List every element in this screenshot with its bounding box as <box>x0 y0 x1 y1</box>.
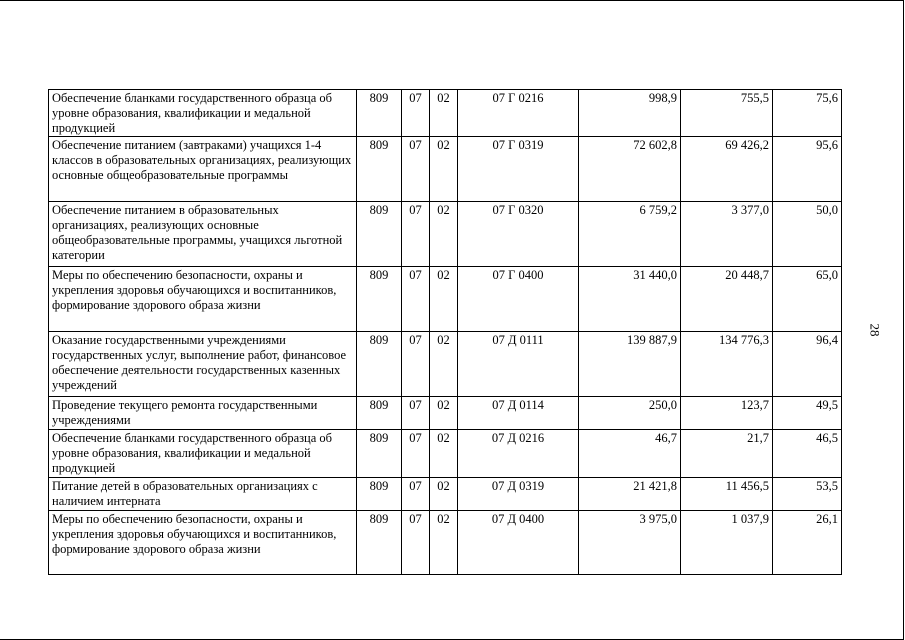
target-item-code: 07 Г 0216 <box>458 90 579 137</box>
target-item-code: 07 Д 0216 <box>458 430 579 478</box>
table-row <box>49 202 842 267</box>
subsection-code: 02 <box>430 332 458 397</box>
table-row <box>49 90 842 137</box>
fact-amount: 11 456,5 <box>681 478 773 511</box>
target-item-code: 07 Д 0400 <box>458 511 579 575</box>
fact-amount: 134 776,3 <box>681 332 773 397</box>
section-code: 07 <box>402 90 430 137</box>
fact-amount: 69 426,2 <box>681 137 773 202</box>
table-row <box>49 137 842 202</box>
dept-code: 809 <box>357 267 402 332</box>
table-row <box>49 511 842 575</box>
dept-code: 809 <box>357 137 402 202</box>
percent-executed: 53,5 <box>773 478 842 511</box>
item-name: Питание детей в образовательных организациях с наличием интерната <box>49 478 357 511</box>
percent-executed: 75,6 <box>773 90 842 137</box>
plan-amount: 46,7 <box>579 430 681 478</box>
section-code: 07 <box>402 137 430 202</box>
item-name: Проведение текущего ремонта государственными учреждениями <box>49 397 357 430</box>
subsection-code: 02 <box>430 511 458 575</box>
subsection-code: 02 <box>430 202 458 267</box>
fact-amount: 1 037,9 <box>681 511 773 575</box>
percent-executed: 96,4 <box>773 332 842 397</box>
table-row <box>49 430 842 478</box>
subsection-code: 02 <box>430 397 458 430</box>
subsection-code: 02 <box>430 430 458 478</box>
plan-amount: 250,0 <box>579 397 681 430</box>
percent-executed: 95,6 <box>773 137 842 202</box>
table-row <box>49 332 842 397</box>
dept-code: 809 <box>357 430 402 478</box>
target-item-code: 07 Г 0319 <box>458 137 579 202</box>
table-body <box>49 90 842 575</box>
dept-code: 809 <box>357 90 402 137</box>
section-code: 07 <box>402 332 430 397</box>
section-code: 07 <box>402 430 430 478</box>
section-code: 07 <box>402 397 430 430</box>
item-name: Обеспечение питанием (завтраками) учащихся 1-4 классов в образовательных организациях, реализующих основные общеобразовательные программы <box>49 137 357 202</box>
section-code: 07 <box>402 511 430 575</box>
table-row <box>49 397 842 430</box>
percent-executed: 26,1 <box>773 511 842 575</box>
item-name: Обеспечение бланками государственного образца об уровне образования, квалификации и медальной продукцией <box>49 90 357 137</box>
plan-amount: 21 421,8 <box>579 478 681 511</box>
section-code: 07 <box>402 478 430 511</box>
plan-amount: 31 440,0 <box>579 267 681 332</box>
item-name: Меры по обеспечению безопасности, охраны и укрепления здоровья обучающихся и воспитанников, формирование здорового образа жизни <box>49 267 357 332</box>
item-name: Обеспечение питанием в образовательных организациях, реализующих основные общеобразовательные программы, учащихся льготной категории <box>49 202 357 267</box>
table-row <box>49 478 842 511</box>
subsection-code: 02 <box>430 478 458 511</box>
plan-amount: 6 759,2 <box>579 202 681 267</box>
fact-amount: 21,7 <box>681 430 773 478</box>
subsection-code: 02 <box>430 90 458 137</box>
section-code: 07 <box>402 267 430 332</box>
subsection-code: 02 <box>430 137 458 202</box>
fact-amount: 20 448,7 <box>681 267 773 332</box>
percent-executed: 49,5 <box>773 397 842 430</box>
fact-amount: 755,5 <box>681 90 773 137</box>
item-name: Меры по обеспечению безопасности, охраны и укрепления здоровья обучающихся и воспитанников, формирование здорового образа жизни <box>49 511 357 575</box>
fact-amount: 123,7 <box>681 397 773 430</box>
target-item-code: 07 Г 0320 <box>458 202 579 267</box>
subsection-code: 02 <box>430 267 458 332</box>
plan-amount: 3 975,0 <box>579 511 681 575</box>
plan-amount: 72 602,8 <box>579 137 681 202</box>
plan-amount: 139 887,9 <box>579 332 681 397</box>
item-name: Оказание государственными учреждениями государственных услуг, выполнение работ, финансовое обеспечение деятельности государственных казенных учреждений <box>49 332 357 397</box>
plan-amount: 998,9 <box>579 90 681 137</box>
dept-code: 809 <box>357 478 402 511</box>
budget-table <box>48 89 842 575</box>
dept-code: 809 <box>357 202 402 267</box>
dept-code: 809 <box>357 511 402 575</box>
percent-executed: 50,0 <box>773 202 842 267</box>
page-number: 28 <box>867 323 883 337</box>
item-name: Обеспечение бланками государственного образца об уровне образования, квалификации и медальной продукцией <box>49 430 357 478</box>
table-row <box>49 267 842 332</box>
section-code: 07 <box>402 202 430 267</box>
dept-code: 809 <box>357 332 402 397</box>
percent-executed: 65,0 <box>773 267 842 332</box>
fact-amount: 3 377,0 <box>681 202 773 267</box>
target-item-code: 07 Д 0114 <box>458 397 579 430</box>
dept-code: 809 <box>357 397 402 430</box>
target-item-code: 07 Г 0400 <box>458 267 579 332</box>
target-item-code: 07 Д 0319 <box>458 478 579 511</box>
percent-executed: 46,5 <box>773 430 842 478</box>
target-item-code: 07 Д 0111 <box>458 332 579 397</box>
